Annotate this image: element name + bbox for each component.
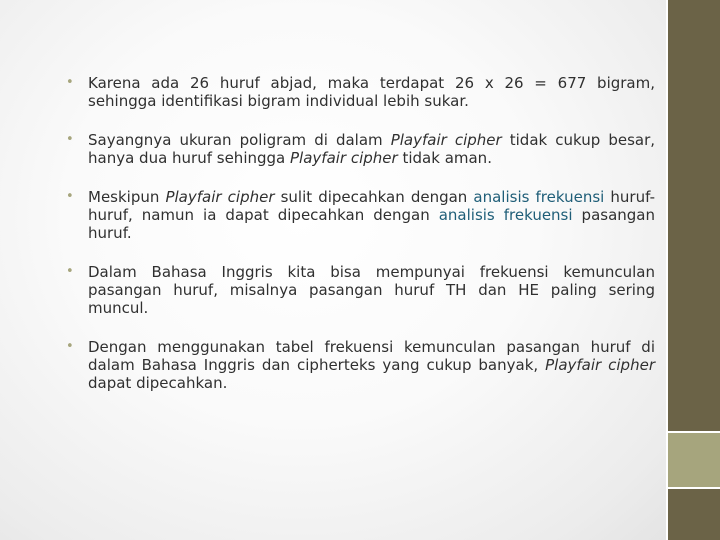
bullet-text: Sayangnya ukuran poligram di dalam [88, 131, 391, 149]
term-analisis-frekuensi: analisis frekuensi [473, 188, 605, 206]
sidebar-accent-block [668, 432, 720, 488]
bullet-item-2 [66, 131, 655, 167]
sidebar-dark-block-bottom [668, 488, 720, 540]
bullet-text: Meskipun [88, 188, 166, 206]
bullet-text: Dengan menggunakan tabel frekuensi kemunculan pasangan huruf di dalam Bahasa Inggris dan cipherteks yang cukup banyak, [88, 338, 655, 374]
bullet-marker: • [66, 189, 74, 204]
bullet-text: tidak aman. [397, 149, 492, 167]
bullet-marker: • [66, 339, 74, 354]
bullet-text: tidak cukup besar, hanya dua huruf sehingga [88, 131, 656, 167]
bullet-text: pasangan huruf. [88, 206, 655, 242]
bullet-text: dapat dipecahkan. [88, 374, 228, 392]
bullet-marker: • [66, 75, 74, 90]
sidebar-dark-block [668, 0, 720, 432]
term-playfair-cipher: Playfair cipher [165, 188, 275, 206]
bullet-text: Karena ada 26 huruf abjad, maka terdapat 26 x 26 = 677 bigram, sehingga identifikasi bigram individual lebih sukar. [88, 74, 655, 110]
sidebar-separator [668, 431, 720, 433]
bullet-item-3 [66, 188, 655, 242]
bullet-list [66, 74, 655, 413]
bullet-item-4 [66, 263, 655, 317]
decorative-sidebar [668, 0, 720, 540]
term-playfair-cipher: Playfair cipher [290, 149, 398, 167]
bullet-text: Dalam Bahasa Inggris kita bisa mempunyai frekuensi kemunculan pasangan huruf, misalnya pasangan huruf TH dan HE paling sering muncul. [88, 263, 655, 317]
term-playfair-cipher: Playfair cipher [545, 356, 655, 374]
bullet-text: sulit dipecahkan dengan [274, 188, 474, 206]
term-analisis-frekuensi: analisis frekuensi [438, 206, 573, 224]
bullet-text: huruf-huruf, namun ia dapat dipecahkan dengan [88, 188, 655, 224]
bullet-marker: • [66, 132, 74, 147]
bullet-item-5 [66, 338, 655, 392]
term-playfair-cipher: Playfair cipher [390, 131, 502, 149]
bullet-marker: • [66, 264, 74, 279]
sidebar-separator [668, 487, 720, 489]
bullet-item-1 [66, 74, 655, 110]
